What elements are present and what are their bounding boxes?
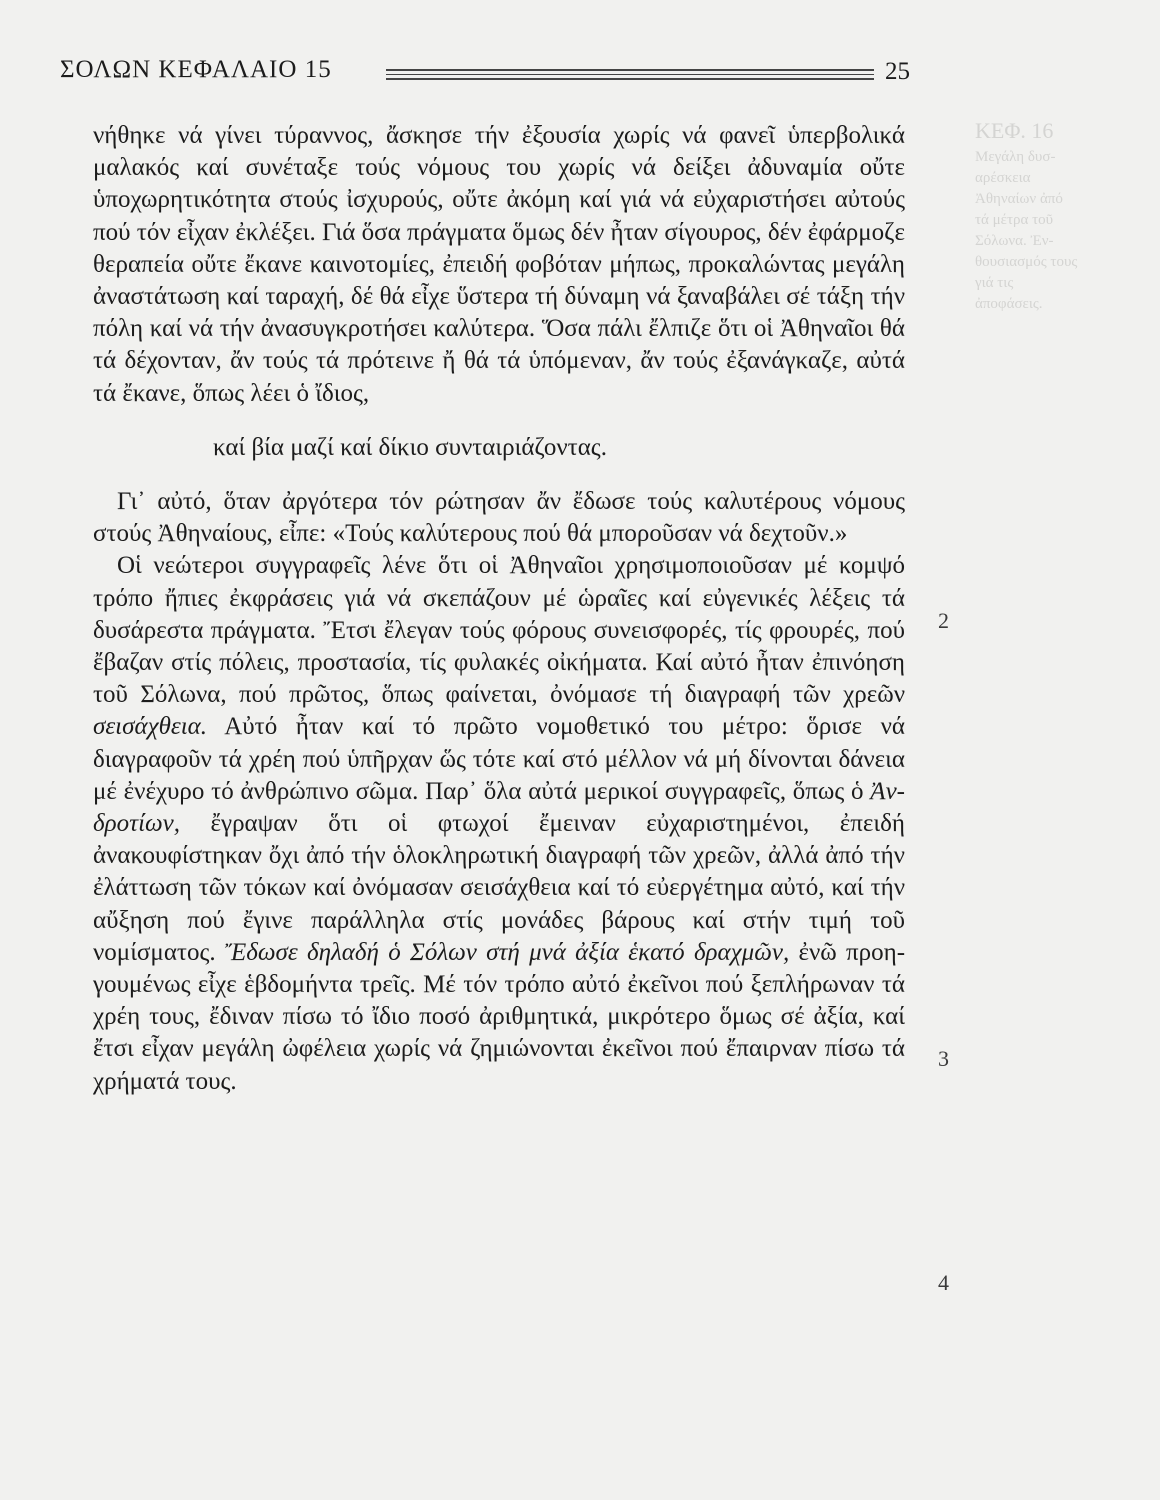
verse-quote: καί βία μαζί καί δίκιο συνταιριάζοντας. (213, 433, 607, 461)
running-head: ΣΟΛΩΝ ΚΕΦΑΛΑΙΟ 15 (60, 56, 332, 83)
bleed-line: ἀποφάσεις. (975, 296, 1043, 312)
margin-number: 2 (938, 608, 949, 633)
bleed-line: Ἀθηναίων ἀπό (975, 191, 1063, 207)
body-text (93, 120, 905, 1098)
italic-term: σεισάχθεια. (93, 713, 208, 741)
paragraph (93, 550, 905, 1097)
text-run: Οἱ νεώτεροι συγγραφεῖς λένε ὅτι οἱ Ἀθηναῖοι χρησιμοποιοῦσαν μέ κομψό τρόπο ἤπιες ἐκφράσεις γιά νά σκεπάζουν μέ ὡραῖες καί εὐγενικές λέξεις τά δυσάρεστα πράγματα. Ἔτσι ἔλεγαν τούς φόρους συνεισφορές, τίς φρουρές, πού ἔβαζαν στίς πόλεις, προστασία, τίς φυλακές οἰκήματα. Καί αὐτό ἦταν ἐπινόηση τοῦ Σόλωνα, πού πρῶτος, ὅπως φαίνεται, ὀνόμασε τή διαγραφή τῶν χρεῶν (93, 552, 905, 709)
margin-number: 4 (938, 1270, 949, 1295)
italic-sentence: Ἔδωσε δηλαδή ὁ Σόλων στή μνά ἀξία ἑκατό δραχμῶν, (224, 938, 790, 966)
bleed-line: θουσιασμός τους (975, 254, 1078, 270)
bleed-heading: ΚΕΦ. 16 (975, 118, 1054, 143)
bleed-line: Μεγάλη δυσ- (975, 149, 1056, 165)
margin-number: 3 (938, 1046, 949, 1071)
italic-author: Ἀνδροτίων, (93, 777, 905, 838)
bleed-line: τά μέτρα τοῦ (975, 212, 1054, 228)
page-number: 25 (885, 58, 910, 85)
paragraph: Γι᾽ αὐτό, ὅταν ἀργότερα τόν ρώτησαν ἄν ἔδωσε τούς καλυτέρους νόμους στούς Ἀθηναίους, εἶπε: «Τούς καλύτερους πού θά μποροῦσαν νά δεχτοῦν.» (93, 488, 905, 548)
bleed-through-text (975, 120, 1145, 315)
bleed-line: Σόλωνα. Ἐν- (975, 233, 1054, 249)
paragraph: νήθηκε νά γίνει τύραννος, ἄσκησε τήν ἐξουσία χωρίς νά φανεῖ ὑπερβολικά μαλακός καί συνέταξε τούς νόμους του χωρίς νά δείξει ἀδυναμία οὔτε ὑποχωρητικότητα στούς ἰσχυρούς, οὔτε ἀκόμη καί γιά νά εὐχαριστήσει αὐτούς πού τόν εἶχαν ἐκλέξει. Γιά ὅσα πράγματα ὅμως δέν ἦταν σίγουρος, δέν ἐφάρμοζε θεραπεία οὔτε ἔκανε καινοτομίες, ἐπειδή φοβόταν μήπως, προκαλώντας μεγάλη ἀναστάτωση καί ταραχή, δέ θά εἶχε ὕστερα τή δύναμη νά ξαναβάλει σέ τάξη τήν πόλη καί νά τήν ἀνασυγκροτήσει καλύτερα. Ὅσα πάλι ἔλπιζε ὅτι οἱ Ἀθηναῖοι θά τά δέχονταν, ἄν τούς τά πρότεινε ἤ θά τά ὑπόμεναν, ἄν τούς ἐξανάγκαζε, αὐτά τά ἔκανε, ὅπως λέει ὁ ἴδιος, (93, 122, 905, 407)
header-rule (386, 69, 874, 83)
page-header (60, 56, 910, 96)
bleed-line: αρέσκεια (975, 170, 1031, 186)
text-run: ἐνῶ προηγουμένως εἶχε ἑβδομήντα τρεῖς. Μέ τόν τρόπο αὐτό ἐκεῖνοι πού ξεπλήρωναν τά χρέη τους, ἔδιναν πίσω τό ἴδιο ποσό ἀριθμητικά, μικρότερο ὅμως σέ ἀξία, καί ἔτσι εἶχαν μεγάλη ὠφέλεια χωρίς νά ζημιώνονται ἐκεῖνοι πού ἔπαιρναν πίσω τά χρήματά τους. (93, 938, 906, 1095)
bleed-line: γιά τις (975, 275, 1014, 291)
text-run: Αὐτό ἦταν καί τό πρῶτο νομοθετικό του μέτρο: ὅρισε νά διαγραφοῦν τά χρέη πού ὑπῆρχαν ὥς τότε καί στό μέλλον νά μή δίνονται δάνεια μέ ἐνέχυρο τό ἀνθρώπινο σῶμα. Παρ᾽ ὅλα αὐτά μερικοί συγγραφεῖς, ὅπως ὁ (93, 713, 905, 805)
text-run: ἔγραψαν ὅτι οἱ φτωχοί ἔμειναν εὐχαριστημένοι, ἐπειδή ἀνακουφίστηκαν ὄχι ἀπό τήν ὁλοκληρωτική διαγραφή τῶν χρεῶν, ἀλλά ἀπό τήν ἐλάττωση τῶν τόκων καί ὀνόμασαν σεισάχθεια καί τό εὐεργέτημα αὐτό, καί τήν αὔξηση πού ἔγινε παράλληλα στίς μονάδες βάρους καί στήν τιμή τοῦ νομίσματος. (93, 810, 905, 966)
